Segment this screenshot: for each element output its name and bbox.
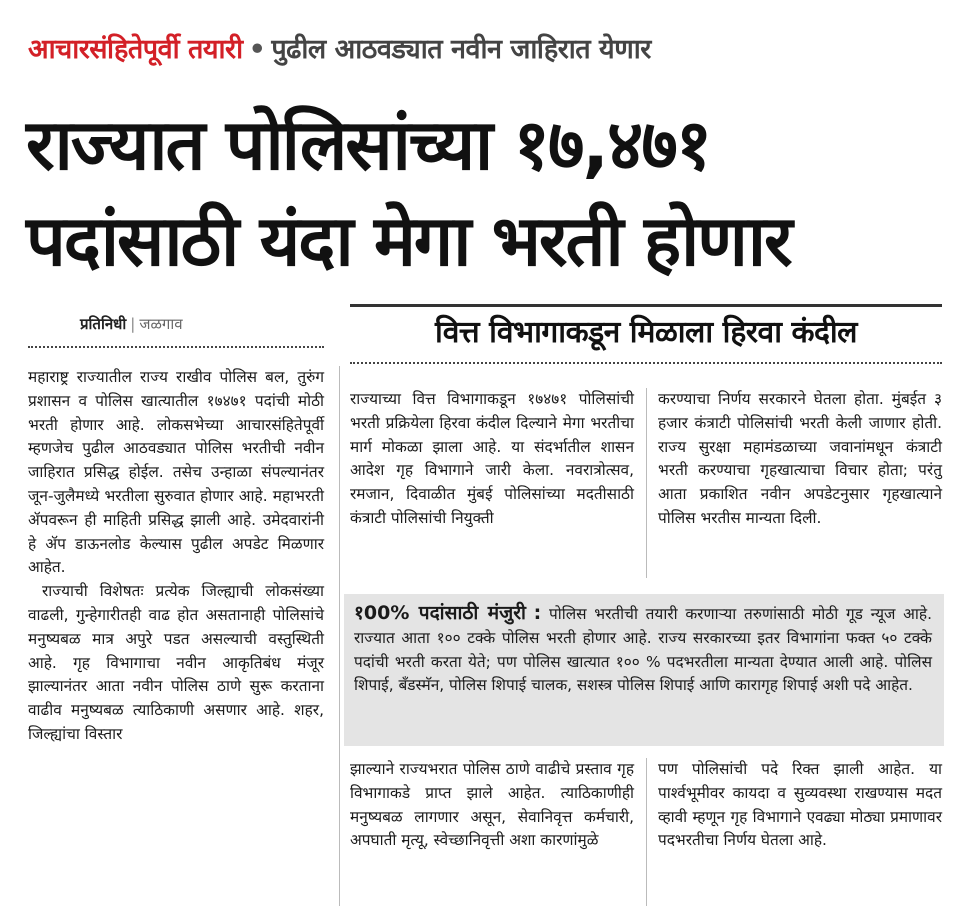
bottom-right-paragraph: पण पोलिसांची पदे रिक्त झाली आहेत. या पार्श्वभूमीवर कायदा व सुव्यवस्था राखण्यास मदत व्हावी म्हणून गृह विभागाने एवढ्या मोठ्या प्रमाणावर पदभरतीचा निर्णय घेतला आहे. xyxy=(658,760,942,850)
bottom-middle-column xyxy=(350,758,634,853)
callout-lead: १00% पदांसाठी मंजुरी xyxy=(354,602,526,624)
kicker-line xyxy=(28,30,938,70)
kicker-rest-text: पुढील आठवड्यात नवीन जाहिरात येणार xyxy=(271,34,651,65)
callout-colon: : xyxy=(533,602,542,624)
byline-separator: | xyxy=(130,315,136,333)
left-column xyxy=(28,366,324,747)
byline-place: जळगाव xyxy=(139,315,183,333)
middle-column xyxy=(350,388,634,531)
column-divider-left xyxy=(339,366,340,906)
left-paragraph-1: महाराष्ट्र राज्यातील राज्य राखीव पोलिस बल, तुरुंग प्रशासन व पोलिस खात्यातील १७४७१ पदांची मोठी भरती होणार आहे. लोकसभेच्या आचारसंहितेपूर्वी म्हणजेच पुढील आठवड्यात पोलिस भरतीची नवीन जाहिरात प्रसिद्ध होईल. तसेच उन्हाळा संपल्यानंतर जून-जुलैमध्ये भरतीला सुरुवात होणार आहे. महाभरती ॲपवरून ही माहिती प्रसिद्ध झाली आहे. उमेदवारांनी हे ॲप डाऊनलोड केल्यास पुढील अपडेट मिळणार आहेत. xyxy=(28,368,324,577)
right-column xyxy=(658,388,942,531)
callout-text: पोलिस भरतीची तयारी करणाऱ्या तरुणांसाठी मोठी गूड न्यूज आहे. राज्यात आता १०० टक्के पोलिस भरती होणार आहे. राज्य सरकारच्या इतर विभागांना फक्त ५० टक्के पदांची भरती करता येते; पण पोलिस खात्यात १०० % पदभरतीला मान्यता देण्यात आली आहे. पोलिस शिपाई, बॅंडस्मॅन, पोलिस शिपाई चालक, सशस्त्र पोलिस शिपाई आणि कारागृह शिपाई अशी पदे आहेत. xyxy=(354,605,932,695)
right-paragraph: करण्याचा निर्णय सरकारने घेतला होता. मुंबईत ३ हजार कंत्राटी पोलिसांची भरती केली जाणार होती. राज्य सुरक्षा महामंडळाच्या जवानांमधून कंत्राटी भरती करण्याचा गृहखात्याचा विचार होता; परंतु आता प्रकाशित नवीन अपडेटनुसार गृहखात्याने पोलिस भरतीस मान्यता दिली. xyxy=(658,390,942,527)
bottom-right-column xyxy=(658,758,942,853)
column-divider-bottom xyxy=(646,758,647,906)
bullet-icon: • xyxy=(248,34,266,65)
headline-line-2: पदांसाठी यंदा मेगा भरती होणार xyxy=(26,200,791,282)
callout-box xyxy=(344,594,944,746)
middle-paragraph: राज्याच्या वित्त विभागाकडून १७४७१ पोलिसांची भरती प्रक्रियेला हिरवा कंदील दिल्याने मेगा भरतीचा मार्ग मोकळा झाला आहे. या संदर्भातील शासन आदेश गृह विभागाने जारी केला. नवरात्रोत्सव, रमजान, दिवाळीत मुंबई पोलिसांच्या मदतीसाठी कंत्राटी पोलिसांची नियुक्ती xyxy=(350,390,634,527)
headline-line-1: राज्यात पोलिसांच्या १७,४७१ xyxy=(26,104,711,186)
byline xyxy=(80,314,183,334)
subhead: वित्त विभागाकडून मिळाला हिरवा कंदील xyxy=(350,304,942,355)
kicker-red-text: आचारसंहितेपूर्वी तयारी xyxy=(28,34,243,65)
column-divider-top xyxy=(646,388,647,578)
bottom-middle-paragraph: झाल्याने राज्यभरात पोलिस ठाणे वाढीचे प्रस्ताव गृह विभागाकडे प्राप्त झाले आहेत. त्याठिकाणीही मनुष्यबळ लागणार असून, सेवानिवृत्त कर्मचारी, अपघाती मृत्यू, स्वेच्छानिवृत्ती अशा कारणांमुळे xyxy=(350,760,634,850)
byline-dotted-rule xyxy=(28,346,324,348)
left-paragraph-2: राज्याची विशेषतः प्रत्येक जिल्ह्याची लोकसंख्या वाढली, गुन्हेगारीतही वाढ होत असतानाही पोलिसांचे मनुष्यबळ मात्र अपुरे पडत असल्याची वस्तुस्थिती आहे. गृह विभागाचा नवीन आकृतिबंध मंजूर झाल्यानंतर आता नवीन पोलिस ठाणे सुरू करताना वाढीव मनुष्यबळ त्याठिकाणी असणार आहे. शहर, जिल्ह्यांचा विस्तार xyxy=(28,582,324,743)
subhead-dotted-rule xyxy=(350,362,942,364)
byline-author: प्रतिनिधी xyxy=(80,315,127,333)
